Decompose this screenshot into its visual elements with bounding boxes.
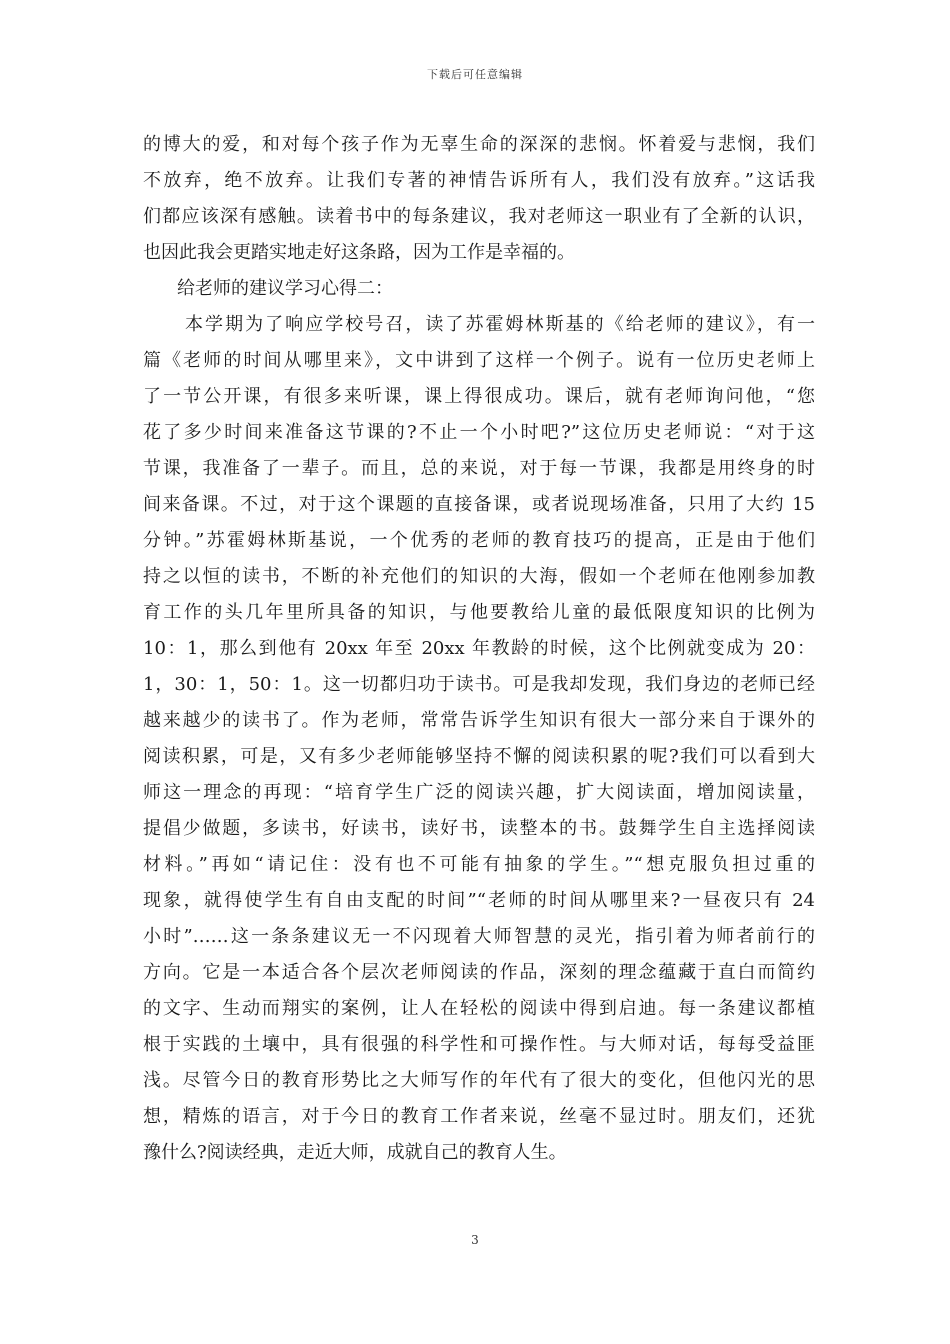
text-line: 节课，我准备了一辈子。而且，总的来说，对于每一节课，我都是用终身的时: [143, 458, 815, 479]
text-line: 育工作的头几年里所具备的知识，与他要教给儿童的最低限度知识的比例为: [143, 602, 815, 623]
text-line: 现象，就得使学生有自由支配的时间”“老师的时间从哪里来?一昼夜只有 24: [143, 890, 815, 911]
text-line: 想，精炼的语言，对于今日的教育工作者来说，丝毫不显过时。朋友们，还犹: [143, 1106, 815, 1127]
text-line: 师这一理念的再现：“培育学生广泛的阅读兴趣，扩大阅读面，增加阅读量，: [143, 782, 815, 803]
page-number: 3: [471, 1233, 479, 1247]
text-line: 1，30：1，50：1。这一切都归功于读书。可是我却发现，我们身边的老师已经: [143, 674, 815, 695]
paragraph-main: [143, 307, 815, 1171]
text-line: 不放弃，绝不放弃。让我们专著的神情告诉所有人，我们没有放弃。”这话我: [143, 170, 815, 191]
section-heading: 给老师的建议学习心得二：: [177, 278, 393, 299]
text-line: 方向。它是一本适合各个层次老师阅读的作品，深刻的理念蕴藏于直白而简约: [143, 962, 815, 983]
text-line: 的博大的爱，和对每个孩子作为无辜生命的深深的悲悯。怀着爱与悲悯，我们: [143, 134, 815, 155]
text-line: 浅。尽管今日的教育形势比之大师写作的年代有了很大的变化，但他闪光的思: [143, 1070, 815, 1091]
text-line: 们都应该深有感触。读着书中的每条建议，我对老师这一职业有了全新的认识，: [143, 206, 815, 227]
text-line: 提倡少做题，多读书，好读书，读好书，读整本的书。鼓舞学生自主选择阅读: [143, 818, 815, 839]
text-line: 间来备课。不过，对于这个课题的直接备课，或者说现场准备，只用了大约 15: [143, 494, 815, 515]
text-line: 持之以恒的读书，不断的补充他们的知识的大海，假如一个老师在他刚参加教: [143, 566, 815, 587]
text-line: 10：1，那么到他有 20xx 年至 20xx 年教龄的时候，这个比例就变成为 20：: [143, 638, 815, 659]
text-line: 花了多少时间来准备这节课的?不止一个小时吧?”这位历史老师说：“对于这: [143, 422, 815, 443]
text-line: 根于实践的土壤中，具有很强的科学性和可操作性。与大师对话，每每受益匪: [143, 1034, 815, 1055]
text-line: 阅读积累，可是，又有多少老师能够坚持不懈的阅读积累的呢?我们可以看到大: [143, 746, 815, 767]
document-body: [143, 127, 815, 1171]
text-line: 分钟。”苏霍姆林斯基说，一个优秀的老师的教育技巧的提高，正是由于他们: [143, 530, 815, 551]
text-line: 豫什么?阅读经典，走近大师，成就自己的教育人生。: [143, 1142, 567, 1163]
text-line: 也因此我会更踏实地走好这条路，因为工作是幸福的。: [143, 242, 575, 263]
text-line: 小时”……这一条条建议无一不闪现着大师智慧的灵光，指引着为师者前行的: [143, 926, 815, 947]
page-header: 下载后可任意编辑: [427, 68, 523, 81]
text-line: 了一节公开课，有很多来听课，课上得很成功。课后，就有老师询问他，“您: [143, 386, 815, 407]
text-line: 材料。”再如“请记住：没有也不可能有抽象的学生。”“想克服负担过重的: [143, 854, 815, 875]
text-line: 的文字、生动而翔实的案例，让人在轻松的阅读中得到启迪。每一条建议都植: [143, 998, 815, 1019]
text-line: 本学期为了响应学校号召，读了苏霍姆林斯基的《给老师的建议》，有一: [185, 314, 815, 335]
text-line: 越来越少的读书了。作为老师，常常告诉学生知识有很大一部分来自于课外的: [143, 710, 815, 731]
paragraph-continuation: [143, 127, 815, 271]
text-line: 篇《老师的时间从哪里来》，文中讲到了这样一个例子。说有一位历史老师上: [143, 350, 815, 371]
